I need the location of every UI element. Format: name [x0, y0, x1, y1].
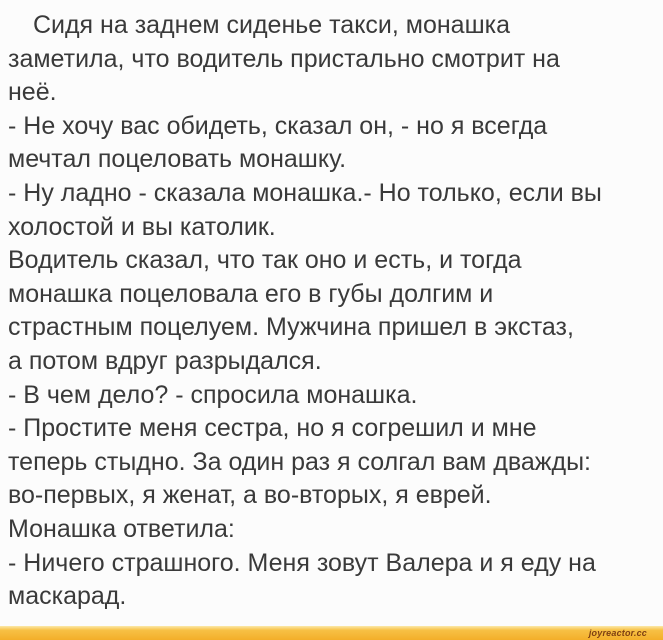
joke-line: Водитель сказал, что так оно и есть, и тогда — [8, 246, 522, 275]
joke-line: монашка поцеловала его в губы долгим и — [8, 279, 494, 308]
joke-line: маскарад. — [8, 582, 127, 611]
joke-line: - В чем дело? - спросила монашка. — [8, 380, 418, 409]
footer-accent-bar — [0, 626, 663, 640]
watermark-text: joyreactor.cc — [588, 628, 647, 638]
joke-line: - Ничего страшного. Меня зовут Валера и я еду на — [8, 548, 596, 577]
joke-line: а потом вдруг разрыдался. — [8, 346, 322, 375]
joke-line: Монашка ответила: — [8, 514, 235, 543]
joke-line: заметила, что водитель пристально смотрит на — [8, 44, 560, 73]
joke-line: холостой и вы католик. — [8, 212, 276, 241]
joke-line: мечтал поцеловать монашку. — [8, 145, 347, 174]
joke-line: Сидя на заднем сиденье такси, монашка — [26, 11, 511, 39]
joke-text-block — [8, 9, 663, 614]
joke-line: - Простите меня сестра, но я согрешил и мне — [8, 414, 537, 443]
joke-line: - Ну ладно - сказала монашка.- Но только, если вы — [8, 178, 602, 207]
joke-line: теперь стыдно. За один раз я солгал вам дважды: — [8, 447, 592, 476]
joke-line: - Не хочу вас обидеть, сказал он, - но я всегда — [8, 111, 548, 140]
joke-line: неё. — [8, 78, 57, 107]
joke-line: страстным поцелуем. Мужчина пришел в экстаз, — [8, 313, 574, 342]
joke-line: во-первых, я женат, а во-вторых, я еврей. — [8, 481, 492, 510]
